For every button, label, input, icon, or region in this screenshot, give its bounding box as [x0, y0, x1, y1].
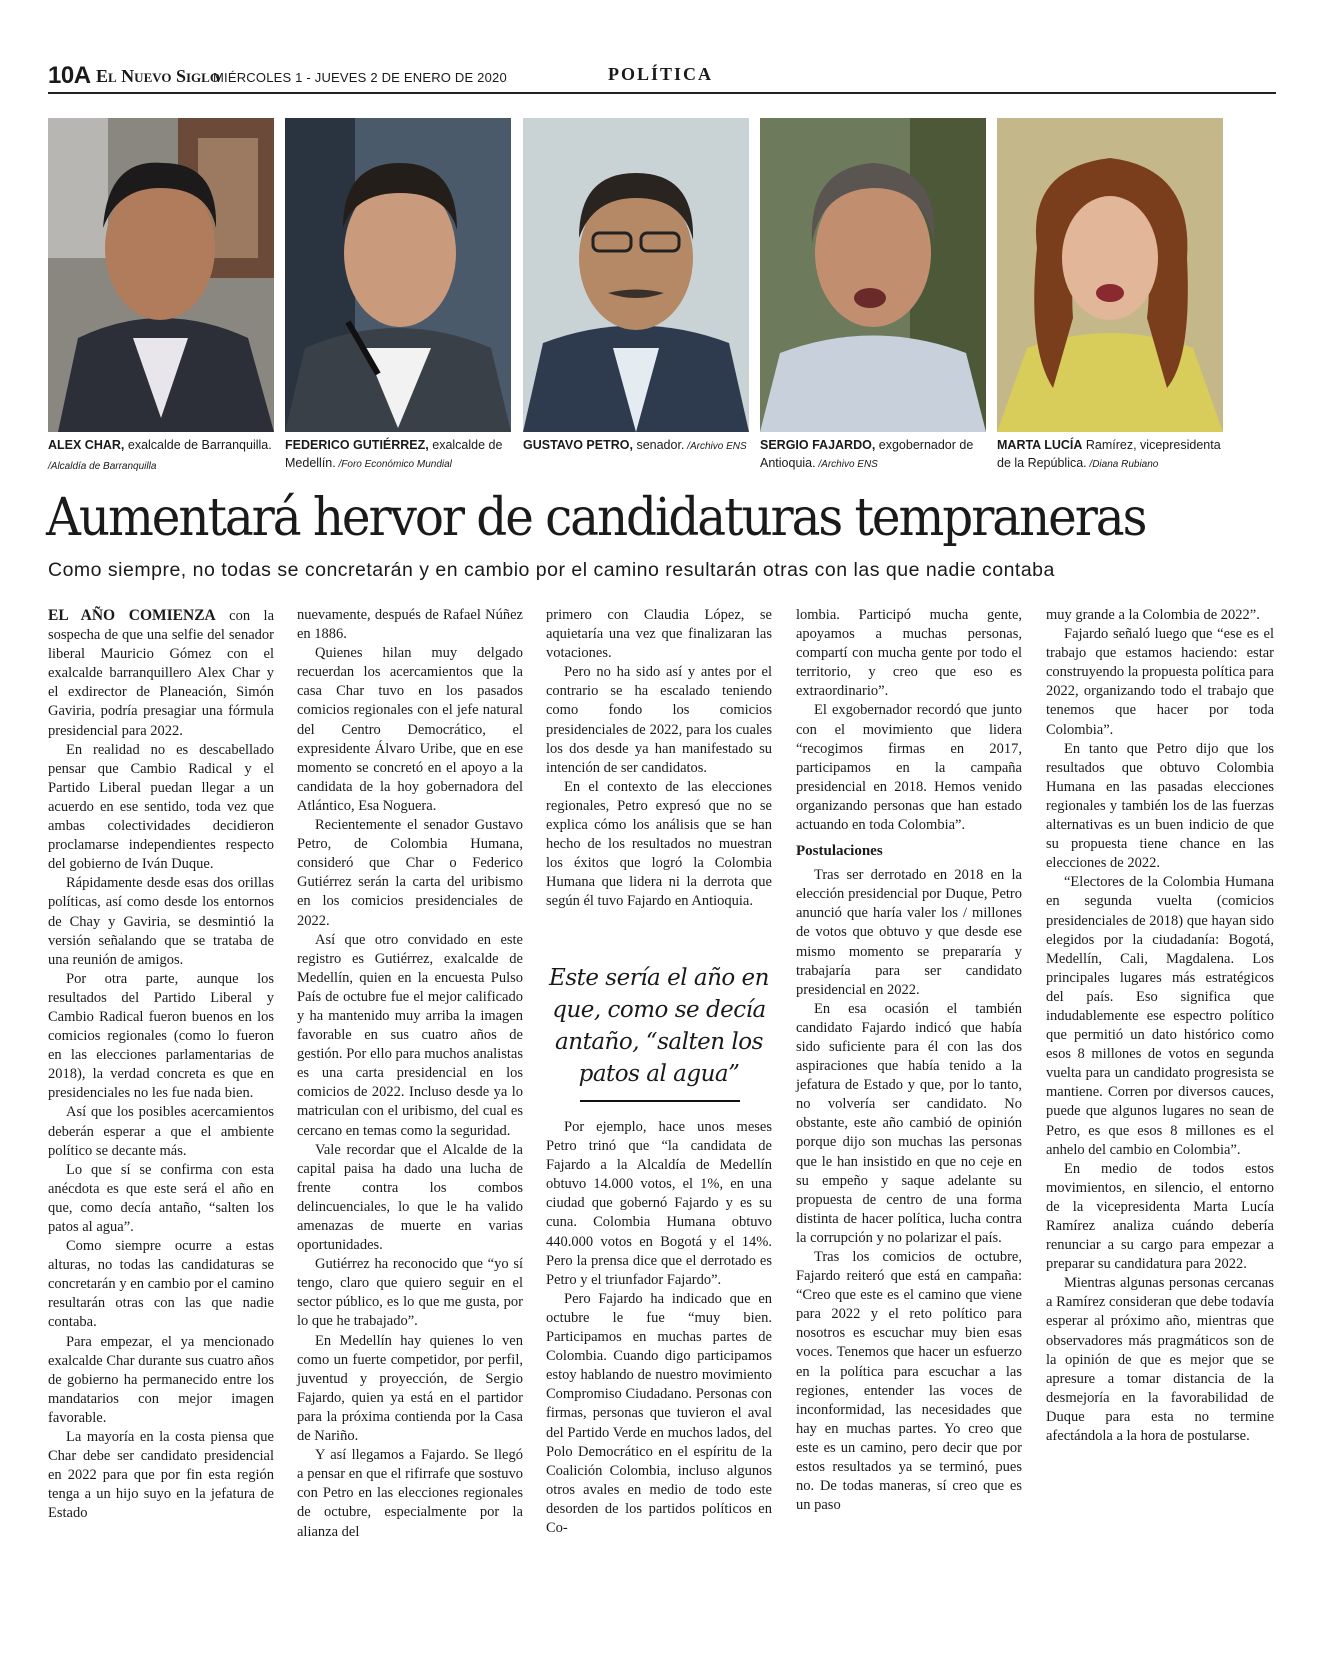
- article-column-4: [796, 606, 1022, 1515]
- caption-name: MARTA LUCÍA: [997, 438, 1083, 452]
- paragraph: Mientras algunas personas cercanas a Ramírez consideran que debe todavía esperar al próximo año, mientras que observadores más pragmáticos son de la opinión de que es mejor que se apresure a tomar distancia de la desmejoría en la favorabilidad de Duque para esta no termine afectándola a la hora de postularse.: [1046, 1275, 1274, 1445]
- paragraph: Así que otro convidado en este registro es Gutiérrez, exalcalde de Medellín, quien en la encuesta Pulso País de octubre fue el mejor calificado y ha mantenido muy arriba la imagen favorable en sus cuatro años de gestión. Por ello para muchos analistas es una carta presidencial en los comicios de 2022. Incluso desde ya lo matriculan con el uribismo, del cual es cercano en temas como la seguridad.: [297, 931, 523, 1139]
- lead-text: con la sospecha de que una selfie del senador liberal Mauricio Gómez con el exalcalde barranquillero Alex Char y el exdirector de Planeación, Simón Gaviria, podría presagiar una fórmula presidencial para 2022.: [48, 608, 275, 739]
- paragraph: La mayoría en la costa piensa que Char debe ser candidato presidencial en 2022 para que por fin esta región tenga a un hijo suyo en la jefatura de Estado: [48, 1429, 274, 1522]
- caption-desc: exalcalde de Medellín.: [285, 438, 503, 470]
- paragraph: En Medellín hay quienes lo ven como un fuerte competidor, por perfil, juventud y proyección, de Sergio Fajardo, quien ya está en el partidor para la próxima contienda por la Casa de Nariño.: [297, 1332, 523, 1445]
- paragraph: Por otra parte, aunque los resultados del Partido Liberal y Cambio Radical fueron buenos en los comicios regionales (como lo fueron en las elecciones parlamentarias de 2018), la verdad concreta es que en presidenciales no les fue nada bien.: [48, 970, 274, 1102]
- paragraph: En tanto que Petro dijo que los resultados que obtuvo Colombia Humana en las pasadas elecciones regionales y también los de las fuerzas alternativas es un buen indicio de que su propuesta tiene chance en las elecciones de 2022.: [1046, 740, 1274, 872]
- paragraph: Vale recordar que el Alcalde de la capital paisa ha dado una lucha de frente contra los combos delincuenciales, lo que le ha valido amenazas de muerte en varias oportunidades.: [297, 1141, 523, 1254]
- caption-alex-char: [48, 436, 284, 476]
- paragraph: Y así llegamos a Fajardo. Se llegó a pensar en que el rifirrafe que sostuvo con Petro en las elecciones regionales de octubre, especialmente por la alianza del: [297, 1447, 523, 1540]
- paragraph: nuevamente, después de Rafael Núñez en 1886.: [297, 607, 523, 643]
- paragraph: En esa ocasión el también candidato Fajardo indicó que había sido suficiente para él con las dos aspiraciones que había tenido a la jefatura de Estado y que, por lo tanto, no volvería ser candidato. No obstante, este año cambió de opinión porque dijo son muchas las personas que le han insistido en que no ceje en su empeño y saque adelante su propuesta de centro de una forma distinta de hacer política, lucha contra la corrupción y no polarizar el país.: [796, 1000, 1022, 1246]
- lead-paragraph: [48, 606, 274, 741]
- caption-desc: senador.: [632, 438, 685, 452]
- paragraph: Lo que sí se confirma con esta anécdota es que este será el año en que, como decía antaño, “salten los patos al agua”.: [48, 1161, 274, 1235]
- photo-marta-lucia-ramirez: [997, 118, 1223, 432]
- caption-desc: Ramírez, vicepresidenta de la República.: [997, 438, 1221, 470]
- paragraph: Para empezar, el ya mencionado exalcalde Char durante sus cuatro años de gobierno ha permanecido entre los mandatarios con mejor imagen favorable.: [48, 1333, 274, 1426]
- paragraph: lombia. Participó mucha gente, apoyamos a muchas personas, compartí con mucha gente por todo el territorio, y creo que eso es extraordinario”.: [796, 607, 1022, 700]
- dateline: MIÉRCOLES 1 - JUEVES 2 DE ENERO DE 2020: [213, 70, 507, 85]
- caption-credit: /Diana Rubiano: [1086, 459, 1159, 470]
- caption-credit: /Foro Económico Mundial: [335, 459, 452, 470]
- paragraph: Pero no ha sido así y antes por el contrario se ha escalado teniendo como fondo los comicios presidenciales de 2022, para los cuales los dos desde ya han manifestado su intención de ser candidatos.: [546, 664, 772, 776]
- paragraph: Gutiérrez ha reconocido que “yo sí tengo, claro que quiero seguir en el sector público, es lo que me gusta, por lo que he trabajado”.: [297, 1256, 523, 1330]
- paragraph: Tras los comicios de octubre, Fajardo reiteró que está en campaña: “Creo que este es el camino que viene para 2022 y el reto político para nosotros es escuchar muy bien esas voces. Tenemos que hacer un esfuerzo en la política para escuchar a las regiones, entender las voces de inconformidad, las necesidades que hay en muchas partes. Yo creo que este es un camino, pero decir que por estos resultados ya se terminó, pues no. De todas maneras, sí creo que es un paso: [796, 1249, 1022, 1514]
- photo-gustavo-petro: [523, 118, 749, 432]
- caption-name: FEDERICO GUTIÉRREZ,: [285, 438, 429, 452]
- caption-name: GUSTAVO PETRO,: [523, 438, 633, 452]
- paragraph: “Electores de la Colombia Humana en segunda vuelta (comicios presidenciales de 2018) que hayan sido elegidos por la ciudadanía: Bogotá, Medellín, Cali, Magdalena. Los principales lugares más estratégicos del país. Eso significa que indudablemente ese espectro político que permitió un dato histórico como esos 8 millones de votos en segunda vuelta para un candidato progresista se mantiene. Corren por diversos cauces, puede que algunos lugares no sean de Petro, es que esos 8 millones es el anhelo del cambio en Colombia”.: [1046, 874, 1274, 1158]
- headline: Aumentará hervor de candidaturas tempraneras: [46, 488, 1146, 548]
- paragraph: Así que los posibles acercamientos deberán esperar a que el ambiente político se decante más.: [48, 1104, 274, 1159]
- paragraph: En el contexto de las elecciones regionales, Petro expresó que no se explica cómo los análisis que se han hecho de los resultados no muestran los éxitos que logró la Colombia Humana que lidera ni la derrota que según él tuvo Fajardo en Antioquia.: [546, 778, 772, 910]
- article-column-3: [546, 606, 772, 912]
- paragraph: Quienes hilan muy delgado recuerdan los acercamientos que la casa Char tuvo en los pasados comicios regionales con el jefe natural del Centro Democrático, el expresidente Álvaro Uribe, que en ese momento se concretó en el apoyo a la candidata de la hoy gobernadora del Atlántico, Esa Noguera.: [297, 645, 523, 814]
- paragraph: Fajardo señaló luego que “ese es el trabajo que estamos haciendo: estar construyendo la propuesta política para 2022, organizando todo el trabajo que tenemos que hacer por toda Colombia”.: [1046, 626, 1274, 738]
- paragraph: primero con Claudia López, se aquietaría una vez que finalizaran las votaciones.: [546, 607, 772, 662]
- masthead: El Nuevo Siglo: [96, 66, 220, 86]
- caption-name: SERGIO FAJARDO,: [760, 438, 876, 452]
- photo-sergio-fajardo: [760, 118, 986, 432]
- paragraph: Por ejemplo, hace unos meses Petro trinó que “la candidata de Fajardo a la Alcaldía de Medellín obtuvo 14.000 votos, el 1%, en una ciudad que gobernó Fajardo y es su cuna. Colombia Humana obtuvo 440.000 votos en Bogotá y el 14%. Pero la prensa dice que el derrotado es Petro y el triunfador Fajardo”.: [546, 1119, 772, 1288]
- photo-federico-gutierrez: [285, 118, 511, 432]
- caption-gustavo-petro: [523, 436, 759, 456]
- paragraph: Rápidamente desde esas dos orillas políticas, así como desde los entornos de Chay y Gaviria, se desmintió la versión señalando que se trataba de una reunión de amigos.: [48, 875, 274, 968]
- pull-quote-rule: [580, 1100, 740, 1102]
- article-column-5: [1046, 606, 1274, 1446]
- article-column-2: [297, 606, 523, 1542]
- caption-desc: exgobernador de Antioquia.: [760, 438, 974, 470]
- lead-kicker: EL AÑO COMIENZA: [48, 607, 216, 624]
- caption-credit: /Alcaldía de Barranquilla: [48, 461, 157, 472]
- caption-marta-lucia-ramirez: [997, 436, 1227, 474]
- article-column-3-continued: [546, 1118, 772, 1538]
- section-subheading: Postulaciones: [796, 843, 883, 860]
- caption-federico-gutierrez: [285, 436, 521, 474]
- subheadline: Como siempre, no todas se concretarán y en cambio por el camino resultarán otras con las que nadie contaba: [48, 559, 1055, 581]
- caption-name: ALEX CHAR,: [48, 438, 125, 452]
- paragraph: Recientemente el senador Gustavo Petro, de Colombia Humana, consideró que Char o Federico Gutiérrez serán la carta del uribismo en los comicios presidenciales de 2022.: [297, 817, 523, 929]
- paragraph: El exgobernador recordó que junto con el movimiento que lidera “recogimos firmas en 2017, participamos en la campaña presidencial en 2018. Hemos venido organizando personas que han estado actuando en toda Colombia”.: [796, 702, 1022, 834]
- page-number: 10A: [48, 62, 91, 89]
- caption-desc: exalcalde de Barranquilla.: [124, 438, 272, 452]
- caption-sergio-fajardo: [760, 436, 996, 474]
- article-column-1: [48, 606, 274, 1524]
- photo-alex-char: [48, 118, 274, 432]
- caption-credit: /Archivo ENS: [684, 441, 747, 452]
- paragraph: Pero Fajardo ha indicado que en octubre le fue “muy bien. Participamos en muchas partes de Colombia. Cuando digo participamos estoy hablando de nuestro movimiento Compromiso Ciudadano. Personas con firmas, personas que tuvieron el aval del Partido Verde en muchos lados, del Polo Democrático en el espíritu de la Coalición Colombia, incluso algunos otros avales en medio de todo este desorden de los partidos políticos en Co-: [546, 1290, 772, 1536]
- page-header: [48, 62, 1276, 94]
- paragraph: Tras ser derrotado en 2018 en la elección presidencial por Duque, Petro anunció que haría valer los / millones de votos que obtuvo y que desde ese mismo momento se prepararía y trabajaría para ser candidato presidencial en 2022.: [796, 867, 1022, 998]
- paragraph: Como siempre ocurre a estas alturas, no todas las candidaturas se concretarán y en cambio por el camino resultarán otras con las que nadie contaba.: [48, 1238, 274, 1331]
- caption-credit: /Archivo ENS: [815, 459, 878, 470]
- pull-quote: Este sería el año en que, como se decía antaño, “salten los patos al agua”: [549, 965, 769, 1087]
- paragraph: En realidad no es descabellado pensar que Cambio Radical y el Partido Liberal puedan llegar a un acuerdo en ese sentido, toda vez que ambas colectividades decidieron proclamarse independientes respecto del gobierno de Iván Duque.: [48, 741, 274, 873]
- paragraph: En medio de todos estos movimientos, en silencio, el entorno de la vicepresidenta Marta Lucía Ramírez analiza cuándo debería renunciar a su cargo para empezar a preparar su candidatura para 2022.: [1046, 1160, 1274, 1273]
- paragraph: muy grande a la Colombia de 2022”.: [1046, 607, 1260, 623]
- section-title: POLÍTICA: [608, 64, 714, 84]
